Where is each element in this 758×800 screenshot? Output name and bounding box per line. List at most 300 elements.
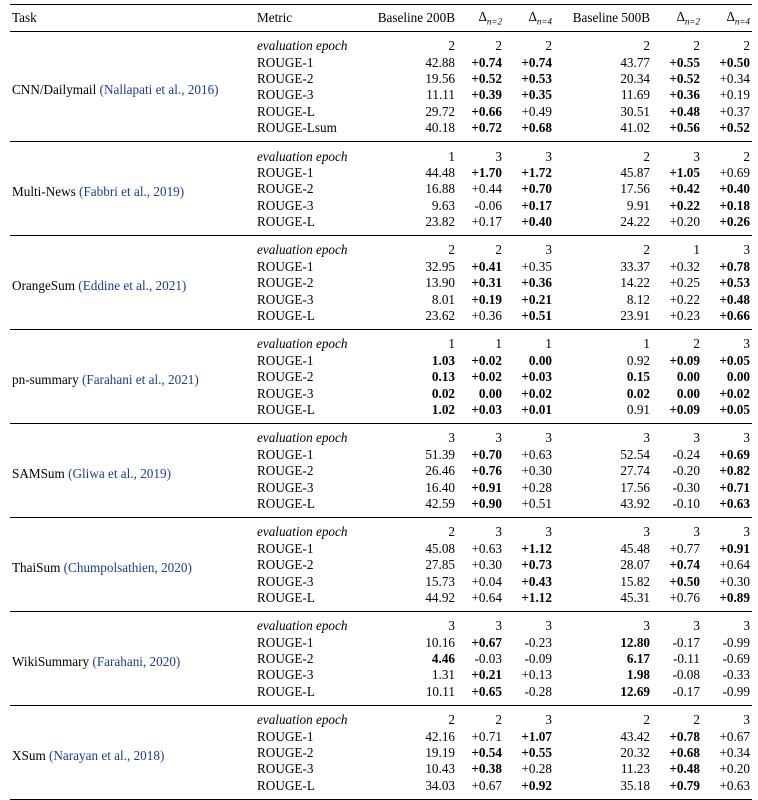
bold-value: +0.74 <box>471 54 502 70</box>
value: 33.37 <box>620 258 650 274</box>
value-cell <box>554 330 652 353</box>
value-cell <box>702 778 752 800</box>
value: -0.03 <box>474 651 502 667</box>
value-cell <box>457 728 504 744</box>
value: 0.92 <box>626 352 650 368</box>
value-cell <box>359 635 457 651</box>
value-cell <box>702 259 752 275</box>
bold-value: +0.38 <box>471 761 502 777</box>
value-cell <box>504 181 554 197</box>
value: 3 <box>743 242 750 258</box>
value: 51.39 <box>425 446 455 462</box>
bold-value: +0.36 <box>669 87 700 103</box>
value: +0.44 <box>471 181 502 197</box>
task-cell <box>10 142 255 236</box>
results-table <box>10 4 752 800</box>
value-cell <box>457 120 504 142</box>
epoch-row <box>10 612 752 635</box>
value-cell <box>554 259 652 275</box>
value-cell <box>457 214 504 236</box>
value-cell <box>359 651 457 667</box>
value: 2 <box>545 38 552 54</box>
value-cell <box>702 761 752 777</box>
bold-value: +0.53 <box>521 70 552 86</box>
value-cell <box>457 353 504 369</box>
value: +0.25 <box>669 275 700 291</box>
value-cell <box>554 308 652 330</box>
value: 11.11 <box>426 87 455 103</box>
value: -0.99 <box>722 634 750 650</box>
metric-label: ROUGE-L <box>255 684 359 706</box>
value: 44.92 <box>425 589 455 605</box>
task-name: ThaiSum <box>12 559 61 575</box>
value: 11.23 <box>620 761 650 777</box>
value-cell <box>504 353 554 369</box>
bold-value: +1.72 <box>521 164 552 180</box>
value-cell <box>359 259 457 275</box>
bold-value: 0.13 <box>431 369 455 385</box>
value: 3 <box>643 524 650 540</box>
value-cell <box>504 291 554 307</box>
value: 3 <box>693 618 700 634</box>
bold-value: 0.15 <box>626 369 650 385</box>
bold-value: +0.17 <box>521 197 552 213</box>
value-cell <box>457 142 504 165</box>
value-cell <box>652 573 702 589</box>
bold-value: +0.39 <box>471 87 502 103</box>
value: +0.20 <box>719 761 750 777</box>
value: +0.19 <box>719 87 750 103</box>
citation-link[interactable]: (Gliwa et al., 2019) <box>68 465 171 481</box>
value: 8.01 <box>431 291 455 307</box>
value-cell <box>554 573 652 589</box>
task-name: OrangeSum <box>12 277 75 293</box>
bold-value: +0.89 <box>719 589 750 605</box>
value: +0.51 <box>521 495 552 511</box>
value-cell <box>457 181 504 197</box>
value: 10.16 <box>425 634 455 650</box>
header-baseline-200b: Baseline 200B <box>359 5 457 32</box>
value: 32.95 <box>425 258 455 274</box>
value-cell <box>702 557 752 573</box>
value-cell <box>359 424 457 447</box>
citation-link[interactable]: (Narayan et al., 2018) <box>49 747 165 763</box>
value: 16.88 <box>425 181 455 197</box>
value-cell <box>504 142 554 165</box>
value: +0.69 <box>719 164 750 180</box>
value-cell <box>554 557 652 573</box>
value-cell <box>359 32 457 55</box>
value-cell <box>359 104 457 120</box>
task-name: Multi-News <box>12 183 76 199</box>
value-cell <box>504 745 554 761</box>
value: 43.42 <box>620 728 650 744</box>
value-cell <box>359 573 457 589</box>
bold-value: 0.00 <box>528 352 552 368</box>
value-cell <box>702 330 752 353</box>
value: 3 <box>693 148 700 164</box>
value: 3 <box>495 618 502 634</box>
value: 3 <box>743 336 750 352</box>
value: 10.43 <box>425 761 455 777</box>
value-cell <box>457 275 504 291</box>
bold-value: 6.17 <box>626 651 650 667</box>
value-cell <box>554 181 652 197</box>
value-cell <box>457 667 504 683</box>
metric-label: ROUGE-2 <box>257 369 314 385</box>
value-cell <box>359 728 457 744</box>
value-cell <box>504 706 554 729</box>
value: +0.04 <box>471 573 502 589</box>
value-cell <box>359 541 457 557</box>
bold-value: +0.02 <box>521 385 552 401</box>
bold-value: 0.02 <box>431 385 455 401</box>
value-cell <box>457 198 504 214</box>
value: 27.85 <box>425 557 455 573</box>
value-cell <box>702 745 752 761</box>
value-cell <box>652 728 702 744</box>
value-cell <box>359 684 457 706</box>
value: 1 <box>693 242 700 258</box>
value-cell <box>359 590 457 612</box>
metric-label: ROUGE-Lsum <box>255 120 359 142</box>
value-cell <box>457 557 504 573</box>
value: +0.28 <box>521 761 552 777</box>
value: 43.92 <box>620 495 650 511</box>
value-cell <box>359 142 457 165</box>
value-cell <box>652 32 702 55</box>
value: 3 <box>643 430 650 446</box>
value-cell <box>702 32 752 55</box>
citation-link[interactable]: (Eddine et al., 2021) <box>78 277 187 293</box>
metric-label: ROUGE-2 <box>257 70 314 86</box>
value-cell <box>504 651 554 667</box>
value: 15.82 <box>620 573 650 589</box>
value-cell <box>359 706 457 729</box>
metric-label: ROUGE-L <box>257 103 315 119</box>
value-cell <box>359 71 457 87</box>
value: 23.82 <box>425 214 455 230</box>
bold-value: +0.03 <box>521 369 552 385</box>
value-cell <box>504 120 554 142</box>
value: 1 <box>448 148 455 164</box>
value: 28.07 <box>620 557 650 573</box>
bold-value: +0.66 <box>719 308 750 324</box>
value-cell <box>652 291 702 307</box>
value: +0.34 <box>719 70 750 86</box>
value: 3 <box>545 430 552 446</box>
citation-link[interactable]: (Chumpolsathien, 2020) <box>63 559 192 575</box>
value-cell <box>652 745 702 761</box>
value-cell <box>652 165 702 181</box>
value-cell <box>652 71 702 87</box>
bold-value: +0.70 <box>471 446 502 462</box>
value: 3 <box>545 712 552 728</box>
value: 9.63 <box>431 197 455 213</box>
value-cell <box>652 706 702 729</box>
value: -0.33 <box>722 667 750 683</box>
value-cell <box>554 590 652 612</box>
value: 41.02 <box>620 120 650 136</box>
value-cell <box>702 120 752 142</box>
value-cell <box>702 651 752 667</box>
bold-value: +0.02 <box>719 385 750 401</box>
bold-value: +1.12 <box>521 540 552 556</box>
value-cell <box>504 518 554 541</box>
value: 35.18 <box>620 777 650 793</box>
value-cell <box>702 291 752 307</box>
value-cell <box>457 573 504 589</box>
citation-link[interactable]: (Fabbri et al., 2019) <box>79 183 185 199</box>
value: +0.34 <box>719 745 750 761</box>
epoch-row <box>10 518 752 541</box>
value: 42.16 <box>425 728 455 744</box>
value-cell <box>652 259 702 275</box>
bold-value: 0.00 <box>676 369 700 385</box>
bold-value: +0.65 <box>471 683 502 699</box>
bold-value: +0.54 <box>471 745 502 761</box>
value: 2 <box>448 524 455 540</box>
value-cell <box>359 667 457 683</box>
value-cell <box>504 236 554 259</box>
value-cell <box>702 87 752 103</box>
value-cell <box>504 612 554 635</box>
value-cell <box>457 463 504 479</box>
value: +0.49 <box>521 103 552 119</box>
value: -0.08 <box>672 667 700 683</box>
value-cell <box>457 684 504 706</box>
bold-value: +0.02 <box>471 369 502 385</box>
bold-value: 1.02 <box>431 402 455 417</box>
value: 2 <box>495 38 502 54</box>
value-cell <box>504 214 554 236</box>
value: 2 <box>643 712 650 728</box>
value-cell <box>457 259 504 275</box>
bold-value: +0.78 <box>719 258 750 274</box>
metric-label: ROUGE-3 <box>257 761 314 777</box>
value: 24.22 <box>620 214 650 230</box>
value: 17.56 <box>620 181 650 197</box>
value-cell <box>457 308 504 330</box>
value-cell <box>652 330 702 353</box>
value-cell <box>554 447 652 463</box>
value: +0.20 <box>669 214 700 230</box>
value: +0.37 <box>719 103 750 119</box>
value-cell <box>457 402 504 424</box>
bold-value: +0.50 <box>719 54 750 70</box>
citation-link[interactable]: (Farahani, 2020) <box>92 653 181 669</box>
value: 3 <box>643 618 650 634</box>
value-cell <box>457 635 504 651</box>
value-cell <box>652 667 702 683</box>
value: -0.09 <box>524 651 552 667</box>
value-cell <box>359 402 457 424</box>
citation-link[interactable]: (Farahani et al., 2021) <box>81 371 199 387</box>
value-cell <box>359 353 457 369</box>
task-cell <box>10 424 255 518</box>
value-cell <box>554 635 652 651</box>
value-cell <box>652 496 702 518</box>
metric-label: ROUGE-1 <box>257 54 314 70</box>
value: 23.91 <box>620 308 650 324</box>
bold-value: +0.26 <box>719 214 750 230</box>
value-cell <box>554 684 652 706</box>
value: 2 <box>743 148 750 164</box>
bold-value: +0.21 <box>471 667 502 683</box>
value: 3 <box>545 242 552 258</box>
value: 45.31 <box>620 589 650 605</box>
metric-label: ROUGE-3 <box>257 291 314 307</box>
value: 3 <box>545 618 552 634</box>
value-cell <box>359 778 457 800</box>
metric-label: evaluation epoch <box>257 430 348 446</box>
value-cell <box>652 236 702 259</box>
value: 2 <box>448 242 455 258</box>
value-cell <box>359 214 457 236</box>
value-cell <box>504 330 554 353</box>
value-cell <box>554 54 652 70</box>
value-cell <box>457 541 504 557</box>
metric-label: ROUGE-3 <box>257 573 314 589</box>
value: 2 <box>643 242 650 258</box>
value-cell <box>504 87 554 103</box>
value-cell <box>457 479 504 495</box>
value-cell <box>504 402 554 424</box>
header-delta-n4-500b: $\Delta_{n=4}$ <box>702 5 752 32</box>
bold-value: +0.74 <box>669 557 700 573</box>
bold-value: +0.68 <box>669 745 700 761</box>
value-cell <box>457 612 504 635</box>
value-cell <box>457 236 504 259</box>
value-cell <box>652 104 702 120</box>
value-cell <box>359 385 457 401</box>
bold-value: +0.51 <box>521 308 552 324</box>
value-cell <box>702 165 752 181</box>
value: 8.12 <box>626 291 650 307</box>
value-cell <box>359 496 457 518</box>
bold-value: +0.73 <box>521 557 552 573</box>
value-cell <box>359 181 457 197</box>
value-cell <box>457 590 504 612</box>
metric-label: ROUGE-2 <box>257 557 314 573</box>
bold-value: +0.82 <box>719 463 750 479</box>
bold-value: +0.78 <box>669 728 700 744</box>
value: +0.64 <box>719 557 750 573</box>
value-cell <box>504 385 554 401</box>
bold-value: 0.00 <box>676 385 700 401</box>
value: 3 <box>545 524 552 540</box>
value-cell <box>702 463 752 479</box>
value: -0.99 <box>722 683 750 699</box>
value-cell <box>554 541 652 557</box>
value-cell <box>652 518 702 541</box>
epoch-row <box>10 236 752 259</box>
value: 44.48 <box>425 164 455 180</box>
value-cell <box>652 402 702 424</box>
value-cell <box>504 32 554 55</box>
header-delta-n4: $\Delta_{n=4}$ <box>504 5 554 32</box>
value-cell <box>457 651 504 667</box>
value-cell <box>504 463 554 479</box>
bold-value: +0.42 <box>669 181 700 197</box>
value-cell <box>554 496 652 518</box>
value: 3 <box>743 712 750 728</box>
value-cell <box>652 275 702 291</box>
bold-value: +0.55 <box>669 54 700 70</box>
bold-value: +1.05 <box>669 164 700 180</box>
header-delta-n2-500b: $\Delta_{n=2}$ <box>652 5 702 32</box>
value-cell <box>652 557 702 573</box>
value-cell <box>652 424 702 447</box>
value-cell <box>504 590 554 612</box>
metric-label: evaluation epoch <box>257 38 348 54</box>
value-cell <box>457 330 504 353</box>
value: 3 <box>495 524 502 540</box>
bold-value: 0.00 <box>478 385 502 401</box>
value: 45.87 <box>620 164 650 180</box>
value-cell <box>652 385 702 401</box>
value-cell <box>702 706 752 729</box>
value-cell <box>554 479 652 495</box>
metric-label: ROUGE-2 <box>257 463 314 479</box>
value-cell <box>504 165 554 181</box>
value: +0.63 <box>471 540 502 556</box>
value-cell <box>652 181 702 197</box>
value-cell <box>652 87 702 103</box>
value-cell <box>702 573 752 589</box>
value-cell <box>702 684 752 706</box>
metric-label: evaluation epoch <box>257 524 348 540</box>
value: +0.36 <box>471 308 502 324</box>
value-cell <box>702 385 752 401</box>
value-cell <box>359 275 457 291</box>
value-cell <box>457 778 504 800</box>
value-cell <box>554 165 652 181</box>
value: 30.51 <box>620 103 650 119</box>
value-cell <box>359 612 457 635</box>
bold-value: 12.69 <box>620 683 650 699</box>
citation-link[interactable]: (Nallapati et al., 2016) <box>99 81 219 97</box>
value-cell <box>702 667 752 683</box>
bold-value: +0.92 <box>521 777 552 793</box>
value-cell <box>702 198 752 214</box>
value-cell <box>652 120 702 142</box>
bold-value: +0.53 <box>719 275 750 291</box>
value-cell <box>652 369 702 385</box>
value-cell <box>554 385 652 401</box>
value: 15.73 <box>425 573 455 589</box>
value: +0.77 <box>669 540 700 556</box>
task-name: pn-summary <box>12 371 79 387</box>
value-cell <box>359 54 457 70</box>
value-cell <box>554 463 652 479</box>
value: 3 <box>495 430 502 446</box>
value: 2 <box>643 38 650 54</box>
value: +0.30 <box>719 573 750 589</box>
bold-value: +0.22 <box>669 197 700 213</box>
value: -0.06 <box>474 197 502 213</box>
bold-value: +0.18 <box>719 197 750 213</box>
value-cell <box>504 778 554 800</box>
value-cell <box>359 479 457 495</box>
value-cell <box>457 385 504 401</box>
value: 26.46 <box>425 463 455 479</box>
value: -0.23 <box>524 634 552 650</box>
bold-value: +0.71 <box>719 479 750 495</box>
value: 9.91 <box>626 197 650 213</box>
value-cell <box>504 479 554 495</box>
metric-label: ROUGE-2 <box>257 651 314 667</box>
